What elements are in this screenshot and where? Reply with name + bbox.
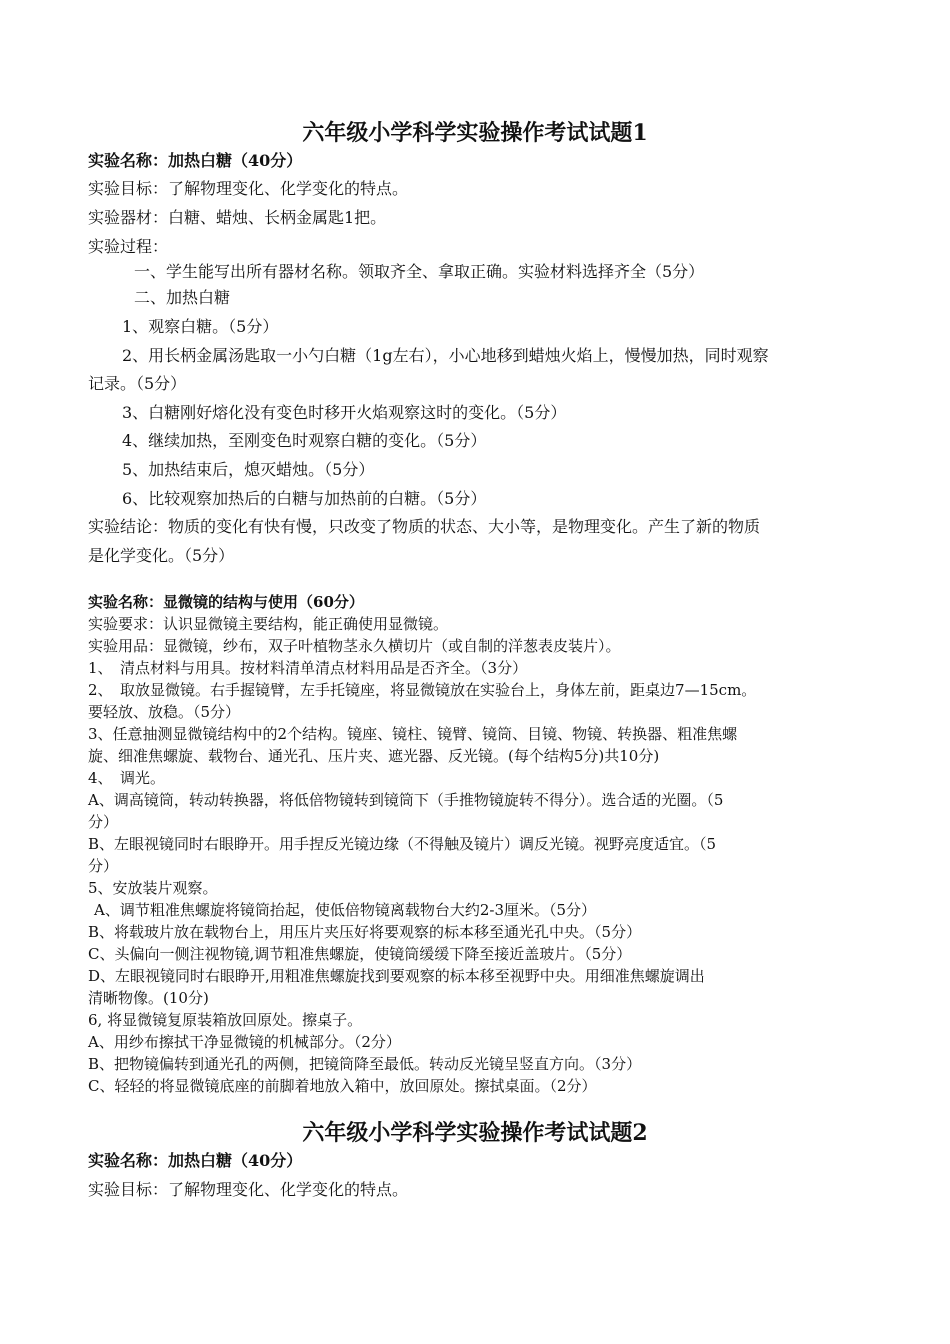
- exp2-items: 实验用品：显微镜，纱布，双子叶植物茎永久横切片（或自制的洋葱表皮装片）。: [88, 637, 621, 655]
- exp2-line-5d1: D、左眼视镜同时右眼睁开,用粗准焦螺旋找到要观察的标本移至视野中央。用细准焦螺旋调出: [88, 967, 705, 985]
- exp2-line-4a1: A、调高镜筒，转动转换器，将低倍物镜转到镜筒下（手推物镜旋转不得分）。选合适的光圈。（5: [88, 791, 724, 809]
- exp2-line-4a2: 分）: [88, 813, 119, 831]
- exp1-step-intro: 一、学生能写出所有器材名称。领取齐全、拿取正确。实验材料选择齐全（5分）: [134, 262, 705, 281]
- exp1-step-6: 6、比较观察加热后的白糖与加热前的白糖。（5分）: [122, 489, 487, 508]
- exp2-line-5a: A、调节粗准焦螺旋将镜筒抬起，使低倍物镜离载物台大约2-3厘米。（5分）: [94, 901, 597, 919]
- exp1-step-5: 5、加热结束后，熄灭蜡烛。（5分）: [122, 460, 375, 479]
- exp1-name: 实验名称：加热白糖（40分）: [88, 151, 303, 170]
- exp1-step-4: 4、继续加热，至刚变色时观察白糖的变化。（5分）: [122, 431, 487, 450]
- exp2-line-3b: 旋、细准焦螺旋、载物台、通光孔、压片夹、遮光器、反光镜。(每个结构5分)共10分): [88, 747, 660, 765]
- exp1-step-two: 二、加热白糖: [134, 288, 231, 307]
- exp1-step-2b: 记录。（5分）: [88, 374, 187, 393]
- exp2-name: 实验名称：显微镜的结构与使用（60分）: [88, 593, 364, 611]
- exp1-process-label: 实验过程：: [88, 237, 169, 256]
- exp2-line-6a: A、用纱布擦拭干净显微镜的机械部分。（2分）: [88, 1033, 401, 1051]
- exp2-line-5d2: 清晰物像。(10分): [88, 989, 209, 1007]
- test1-title: 六年级小学科学实验操作考试试题1: [302, 120, 648, 146]
- exp1-conclusion-b: 是化学变化。（5分）: [88, 546, 235, 565]
- exp1-equipment: 实验器材：白糖、蜡烛、长柄金属匙1把。: [88, 208, 387, 227]
- exp2-line-5c: C、头偏向一侧注视物镜,调节粗准焦螺旋，使镜筒缓缓下降至接近盖玻片。（5分）: [88, 945, 632, 963]
- exp1-goal: 实验目标：了解物理变化、化学变化的特点。: [88, 179, 409, 198]
- exp2-line-5b: B、将载玻片放在载物台上，用压片夹压好将要观察的标本移至通光孔中央。（5分）: [88, 923, 642, 941]
- exp2-line-3a: 3、任意抽测显微镜结构中的2个结构。镜座、镜柱、镜臂、镜筒、目镜、物镜、转换器、粗准焦螺: [88, 725, 738, 743]
- exp2-line-4b1: B、左眼视镜同时右眼睁开。用手捏反光镜边缘（不得触及镜片）调反光镜。视野亮度适宜。（5: [88, 835, 717, 853]
- exp2-line-4: 4、 调光。: [88, 769, 166, 787]
- exp2-line-6: 6, 将显微镜复原装箱放回原处。擦桌子。: [88, 1011, 363, 1029]
- exp2-line-6b: B、把物镜偏转到通光孔的两侧，把镜筒降至最低。转动反光镜呈竖直方向。（3分）: [88, 1055, 642, 1073]
- test2-exp-goal: 实验目标：了解物理变化、化学变化的特点。: [88, 1180, 409, 1199]
- exp1-step-2a: 2、用长柄金属汤匙取一小勺白糖（1g左右），小心地移到蜡烛火焰上，慢慢加热，同时观察: [122, 346, 769, 365]
- exp2-line-6c: C、轻轻的将显微镜底座的前脚着地放入箱中，放回原处。擦拭桌面。（2分）: [88, 1077, 597, 1095]
- exp1-conclusion-a: 实验结论：物质的变化有快有慢，只改变了物质的状态、大小等，是物理变化。产生了新的物质: [88, 517, 761, 536]
- test2-exp-name: 实验名称：加热白糖（40分）: [88, 1151, 303, 1170]
- exp2-line-5: 5、安放装片观察。: [88, 879, 218, 897]
- exp2-line-4b2: 分）: [88, 857, 119, 875]
- exp2-line-2a: 2、 取放显微镜。右手握镜臂，左手托镜座，将显微镜放在实验台上，身体左前，距桌边7—15cm。: [88, 681, 757, 699]
- exp2-requirement: 实验要求：认识显微镜主要结构，能正确使用显微镜。: [88, 615, 449, 633]
- test2-title: 六年级小学科学实验操作考试试题2: [302, 1120, 648, 1146]
- exp1-step-1: 1、观察白糖。（5分）: [122, 317, 279, 336]
- exp2-line-2b: 要轻放、放稳。（5分）: [88, 703, 241, 721]
- exp1-step-3: 3、白糖刚好熔化没有变色时移开火焰观察这时的变化。（5分）: [122, 403, 567, 422]
- exp2-line-1: 1、 清点材料与用具。按材料清单清点材料用品是否齐全。（3分）: [88, 659, 528, 677]
